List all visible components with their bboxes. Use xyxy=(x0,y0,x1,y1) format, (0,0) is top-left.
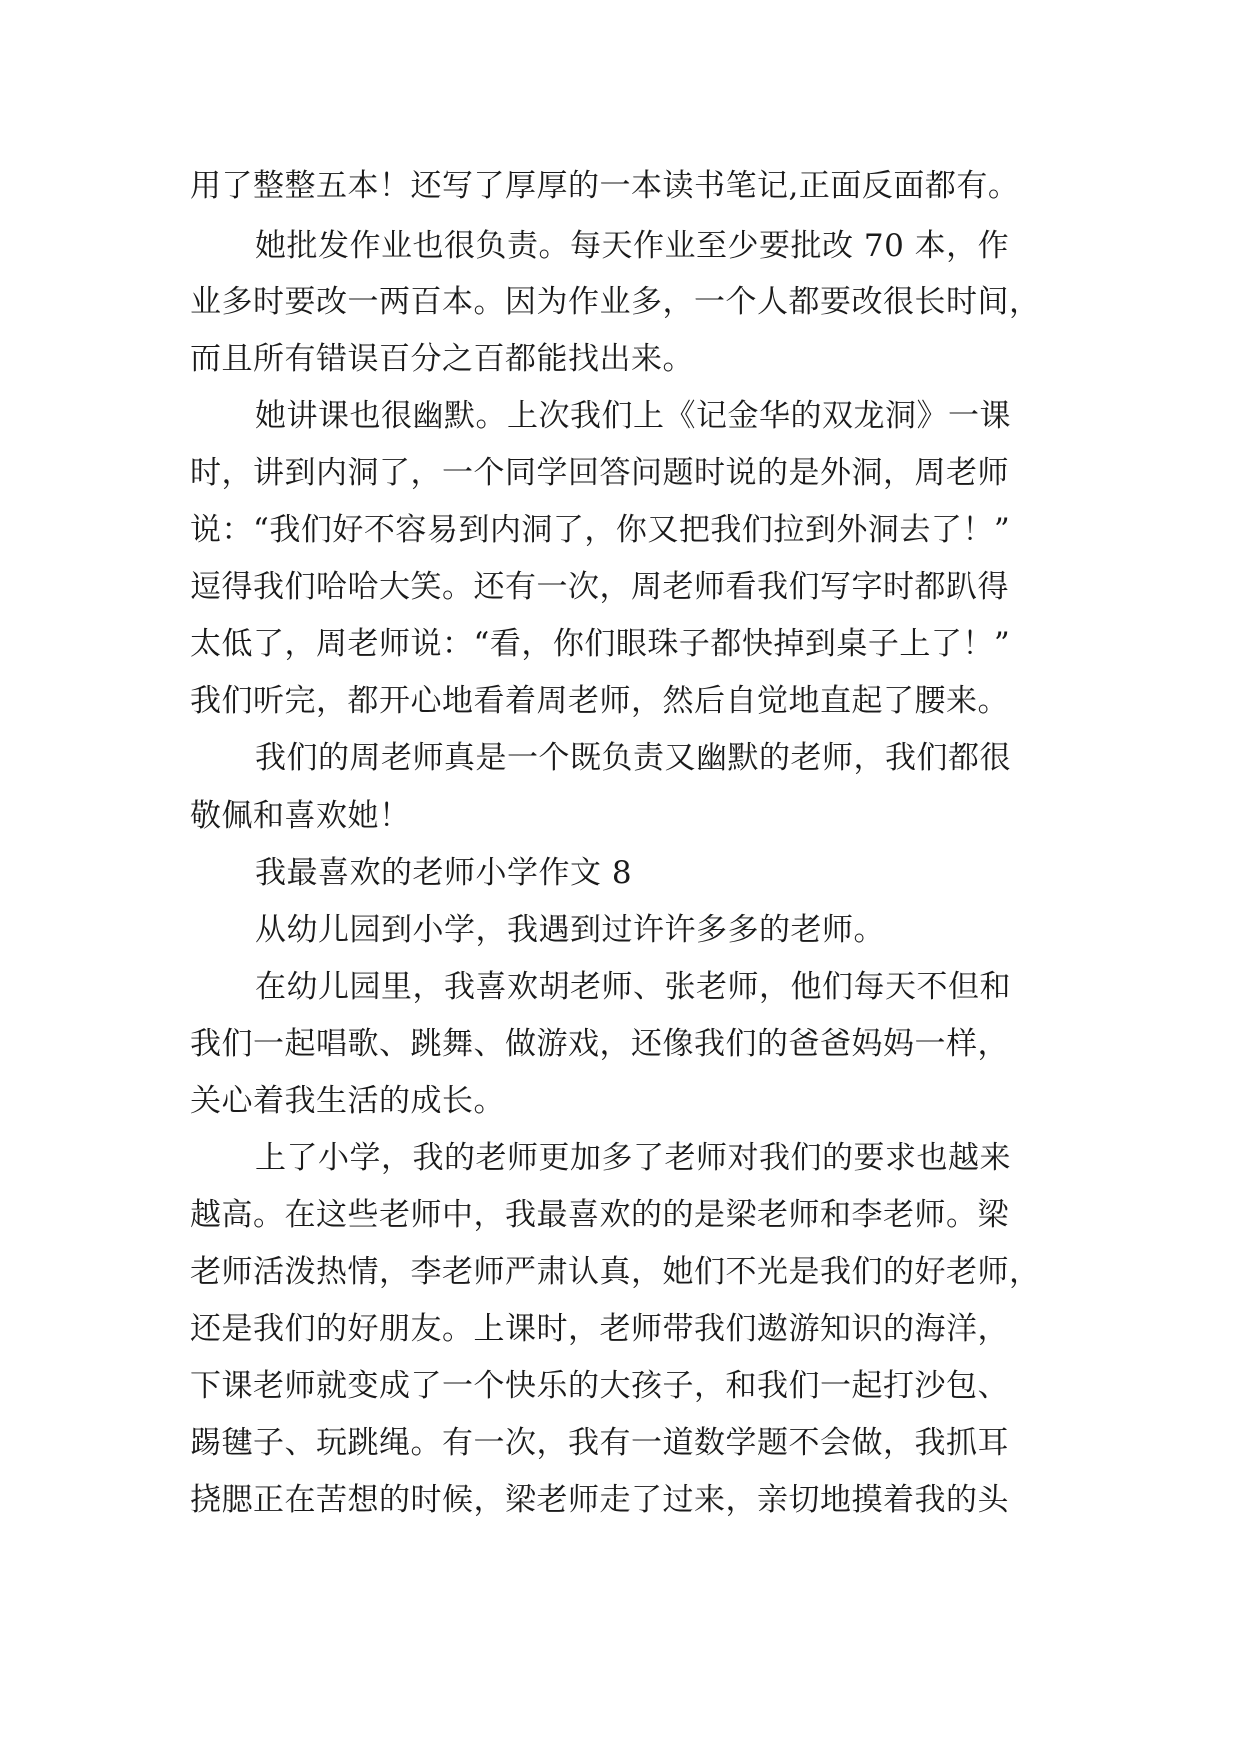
text-line: 敬佩和喜欢她！ xyxy=(190,798,411,834)
text-line: 说：“我们好不容易到内洞了，你又把我们拉到外洞去了！” xyxy=(190,512,1011,548)
text-line: 关心着我生活的成长。 xyxy=(190,1083,505,1119)
text-line: 而且所有错误百分之百都能找出来。 xyxy=(190,341,694,377)
text-line: 我们一起唱歌、跳舞、做游戏，还像我们的爸爸妈妈一样， xyxy=(190,1026,1009,1062)
text-line: 我们的周老师真是一个既负责又幽默的老师，我们都很 xyxy=(255,740,1011,776)
text-line: 她讲课也很幽默。上次我们上《记金华的双龙洞》一课 xyxy=(255,398,1011,434)
text-line: 上了小学，我的老师更加多了老师对我们的要求也越来 xyxy=(255,1140,1011,1176)
text-line: 挠腮正在苦想的时候，梁老师走了过来，亲切地摸着我的头 xyxy=(190,1482,1009,1518)
text-line: 下课老师就变成了一个快乐的大孩子，和我们一起打沙包、 xyxy=(190,1368,1009,1404)
text-line: 逗得我们哈哈大笑。还有一次，周老师看我们写字时都趴得 xyxy=(190,569,1009,605)
text-line: 她批发作业也很负责。每天作业至少要批改 70 本，作 xyxy=(255,228,1010,264)
text-line: 时，讲到内洞了，一个同学回答问题时说的是外洞，周老师 xyxy=(190,455,1009,491)
text-line: 越高。在这些老师中，我最喜欢的的是梁老师和李老师。梁 xyxy=(190,1197,1009,1233)
text-line: 太低了，周老师说：“看，你们眼珠子都快掉到桌子上了！” xyxy=(190,626,1011,662)
text-line: 从幼儿园到小学，我遇到过许许多多的老师。 xyxy=(255,912,885,948)
text-line: 用了整整五本！还写了厚厚的一本读书笔记,正面反面都有。 xyxy=(190,168,1020,204)
text-line: 在幼儿园里，我喜欢胡老师、张老师，他们每天不但和 xyxy=(255,969,1011,1005)
text-line: 我们听完，都开心地看着周老师，然后自觉地直起了腰来。 xyxy=(190,683,1009,719)
text-line: 业多时要改一两百本。因为作业多，一个人都要改很长时间， xyxy=(190,284,1041,320)
text-line: 还是我们的好朋友。上课时，老师带我们遨游知识的海洋， xyxy=(190,1311,1009,1347)
section-heading: 我最喜欢的老师小学作文 8 xyxy=(255,855,633,891)
text-line: 老师活泼热情，李老师严肃认真，她们不光是我们的好老师， xyxy=(190,1254,1041,1290)
text-line: 踢毽子、玩跳绳。有一次，我有一道数学题不会做，我抓耳 xyxy=(190,1425,1009,1461)
